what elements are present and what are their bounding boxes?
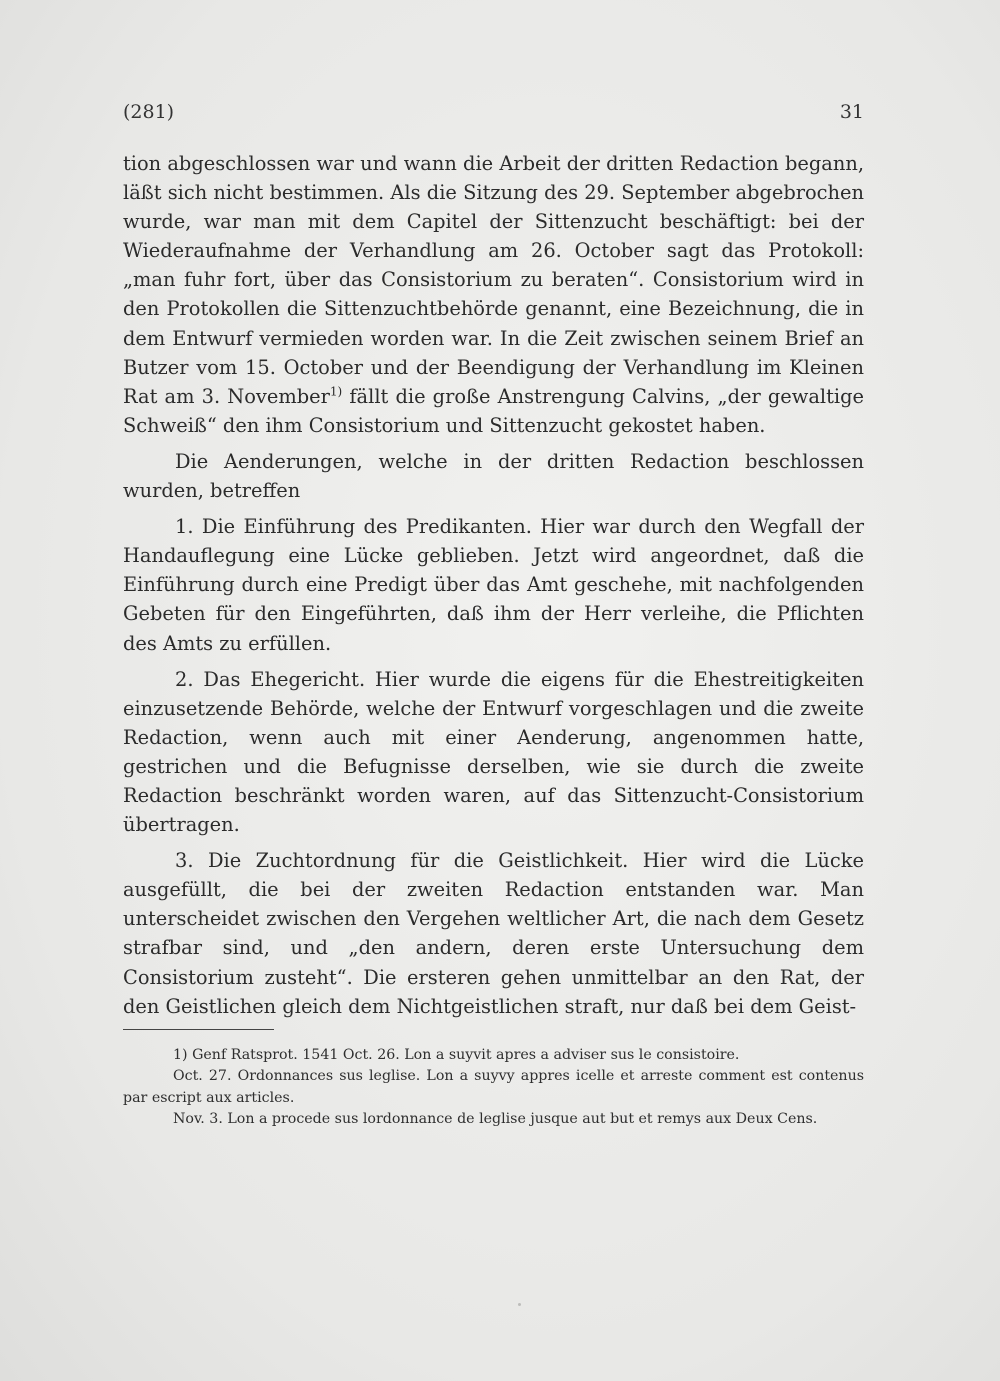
paragraph-5: 3. Die Zuchtordnung für die Geistlichkeit. Hier wird die Lücke ausgefüllt, die bei der zweiten Redaction entstanden war. Man unterscheidet zwischen den Vergehen weltlicher Art, die nach dem Gesetz strafbar sind, und „den andern, deren erste Untersuchung dem Consistorium zusteht“. Die ersteren gehen unmittelbar an den Rat, der den Geistlichen gleich dem Nichtgeistlichen straft, nur daß bei dem Geist- [123, 849, 864, 1018]
footnote-2: Oct. 27. Ordonnances sus leglise. Lon a suyvy appres icelle et arreste comment est contenus par escript aux articles. [123, 1068, 864, 1106]
paragraph-4: 2. Das Ehegericht. Hier wurde die eigens für die Ehestreitigkeiten einzusetzende Behörde, welche der Entwurf vorgeschlagen und die zweite Redaction, wenn auch mit einer Aenderung, angenommen hatte, gestrichen und die Befugnisse derselben, wie sie durch die zweite Redaction beschränkt worden waren, auf das Sittenzucht-Consistorium übertragen. [123, 667, 864, 837]
paragraph-1-text: tion abgeschlossen war und wann die Arbeit der dritten Redaction begann, läßt sich nicht bestimmen. Als die Sitzung des 29. September abgebrochen wurde, war man mit dem Capitel der Sittenzucht beschäftigt: bei der Wiederaufnahme der Verhandlung am 26. October sagt das Protokoll: „man fuhr fort, über das Consistorium zu beraten“. Consistorium wird in den Protokollen die Sittenzuchtbehörde genannt, eine Bezeichnung, die in dem Entwurf vermieden worden war. In die Zeit zwischen seinem Brief an Butzer vom 15. October und der Beendigung der Verhandlung im Kleinen Rat am 3. November [123, 152, 864, 408]
page-section-number: (281) [123, 101, 175, 123]
footnote-reference: 1) [329, 384, 343, 399]
paragraph-1 [123, 149, 864, 440]
footnote-divider [123, 1029, 274, 1030]
paragraph-2: Die Aenderungen, welche in der dritten Redaction beschlossen wurden, betreffen [123, 449, 864, 503]
running-head [123, 101, 864, 131]
paragraph-3: 1. Die Einführung des Predikanten. Hier war durch den Wegfall der Handauflegung eine Lücke geblieben. Jetzt wird angeordnet, daß die Einführung durch eine Predigt über das Amt geschehe, mit nachfolgenden Gebeten für den Eingeführten, daß ihm der Herr verleihe, die Pflichten des Amts zu erfüllen. [123, 515, 864, 655]
paragraph-1-text-end: fällt die große Anstrengung Calvins, „der gewaltige Schweiß“ den ihm Consistorium und Sittenzucht gekostet haben. [123, 384, 865, 437]
page-number: 31 [839, 101, 864, 123]
footnotes [123, 1045, 864, 1131]
paper-speck [518, 1303, 521, 1306]
main-text [123, 149, 864, 1028]
footnote-1: 1) Genf Ratsprot. 1541 Oct. 26. Lon a suyvit apres a adviser sus le consistoire. [173, 1047, 740, 1063]
footnote-3: Nov. 3. Lon a procede sus lordonnance de leglise jusque aut but et remys aux Deux Cens. [173, 1111, 818, 1128]
